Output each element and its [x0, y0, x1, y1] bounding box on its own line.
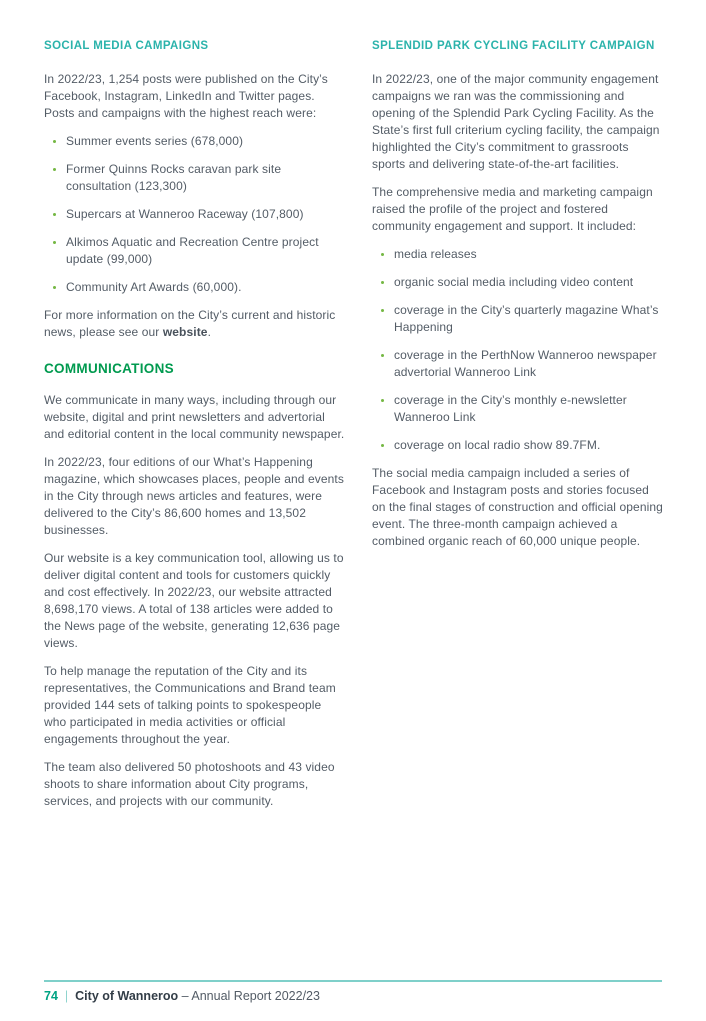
- splendid-park-campaign-paragraph: The comprehensive media and marketing campaign raised the profile of the project and fostered community engagement and support. It included:: [372, 185, 653, 233]
- bullet-dot-icon: [381, 444, 384, 447]
- bullet-dot-icon: [53, 168, 56, 171]
- list-item: [372, 437, 664, 454]
- social-media-intro-paragraph: In 2022/23, 1,254 posts were published on the City’s Facebook, Instagram, LinkedIn and Twitter pages. Posts and campaigns with the highest reach were:: [44, 72, 328, 120]
- communications-paragraph: Our website is a key communication tool, allowing us to deliver digital content and tools for customers quickly and cost effectively. In 2022/23, our website attracted 8,698,170 views. A total of 138 articles were added to the News page of the website, generating 12,636 page views.: [44, 551, 344, 650]
- heading-communications: COMMUNICATIONS: [44, 361, 174, 376]
- bullet-dot-icon: [381, 281, 384, 284]
- bullet-dot-icon: [381, 399, 384, 402]
- heading-splendid-park-campaign: SPLENDID PARK CYCLING FACILITY CAMPAIGN: [372, 40, 655, 52]
- list-item: [44, 279, 345, 296]
- heading-social-media-campaigns: SOCIAL MEDIA CAMPAIGNS: [44, 40, 209, 52]
- bullet-dot-icon: [381, 309, 384, 312]
- list-item-text: organic social media including video content: [394, 275, 634, 289]
- list-item-text: coverage on local radio show 89.7FM.: [394, 438, 601, 452]
- splendid-park-intro-paragraph: In 2022/23, one of the major community engagement campaigns we ran was the commissioning and opening of the Splendid Park Cycling Facility. As the State’s first full criterium cycling facility, the campaign highlighted the City’s commitment to grassroots sports and delivering state-of-the-art facilities.: [372, 72, 660, 171]
- list-item-text: Community Art Awards (60,000).: [66, 280, 242, 294]
- footer-report-title: – Annual Report 2022/23: [181, 989, 320, 1003]
- communications-paragraph: In 2022/23, four editions of our What’s Happening magazine, which showcases places, people and events in the City through news articles and features, were delivered to the City’s 86,600 homes and 13,502 businesses.: [44, 455, 344, 537]
- list-item-text: Former Quinns Rocks caravan park site consultation (123,300): [66, 162, 282, 193]
- list-item: [372, 302, 664, 336]
- footer-publication-name: City of Wanneroo: [75, 989, 179, 1003]
- list-item-text: media releases: [394, 247, 477, 261]
- list-item-text: Alkimos Aquatic and Recreation Centre project update (99,000): [66, 235, 319, 266]
- list-item-text: coverage in the City’s quarterly magazine What’s Happening: [394, 303, 659, 334]
- splendid-park-bullet-list: [372, 246, 664, 454]
- list-item: [372, 347, 664, 381]
- left-column: [44, 38, 345, 821]
- bullet-dot-icon: [53, 286, 56, 289]
- list-item: [44, 206, 345, 223]
- website-link[interactable]: website: [162, 325, 208, 339]
- list-item: [44, 161, 345, 195]
- footer-divider-bar: |: [64, 989, 69, 1003]
- list-item-text: coverage in the City’s monthly e-newsletter Wanneroo Link: [394, 393, 627, 424]
- social-media-bullet-list: [44, 133, 345, 296]
- right-column: [372, 38, 664, 561]
- bullet-dot-icon: [381, 354, 384, 357]
- communications-paragraph: The team also delivered 50 photoshoots and 43 video shoots to share information about City programs, services, and projects with our community.: [44, 760, 335, 808]
- bullet-dot-icon: [381, 253, 384, 256]
- communications-paragraph: We communicate in many ways, including through our website, digital and print newsletters and advertorial and editorial content in the local community newspaper.: [44, 393, 345, 441]
- list-item-text: Summer events series (678,000): [66, 134, 244, 148]
- splendid-park-social-paragraph: The social media campaign included a series of Facebook and Instagram posts and stories focused on the final stages of construction and official opening event. The three-month campaign achieved a combined organic reach of 60,000 unique people.: [372, 466, 663, 548]
- list-item: [372, 246, 664, 263]
- list-item: [372, 274, 664, 291]
- list-item-text: Supercars at Wanneroo Raceway (107,800): [66, 207, 304, 221]
- list-item-text: coverage in the PerthNow Wanneroo newspaper advertorial Wanneroo Link: [394, 348, 657, 379]
- footer-page-number: 74: [44, 989, 58, 1003]
- footer-divider-rule: [44, 980, 662, 982]
- list-item: [372, 392, 664, 426]
- page-footer: [44, 988, 320, 1005]
- communications-paragraph: To help manage the reputation of the City and its representatives, the Communications and Brand team provided 144 sets of talking points to spokespeople who participated in media activities or official engagements throughout the year.: [44, 664, 336, 746]
- more-info-paragraph: [44, 307, 345, 341]
- list-item: [44, 234, 345, 268]
- bullet-dot-icon: [53, 140, 56, 143]
- list-item: [44, 133, 345, 150]
- bullet-dot-icon: [53, 213, 56, 216]
- bullet-dot-icon: [53, 241, 56, 244]
- more-info-text: For more information on the City’s current and historic news, please see our: [44, 308, 336, 339]
- more-info-period: .: [207, 325, 211, 339]
